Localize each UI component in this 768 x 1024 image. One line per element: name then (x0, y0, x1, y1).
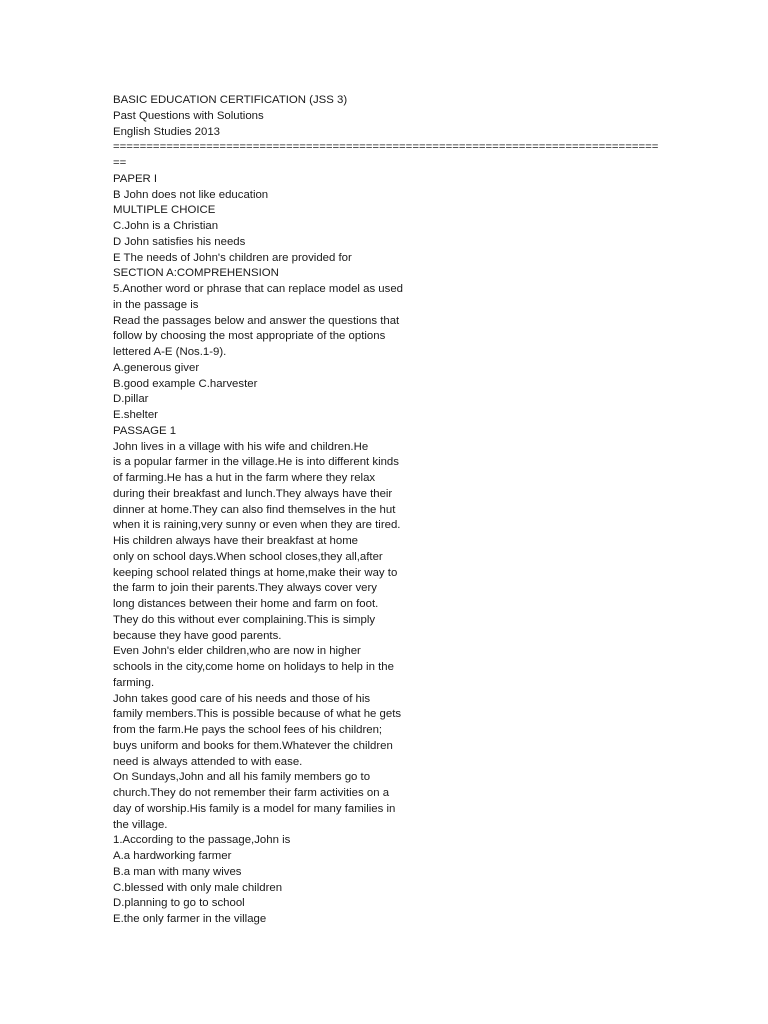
document-line: English Studies 2013 (113, 125, 221, 138)
document-line: when it is raining,very sunny or even when they are tired. (113, 519, 401, 532)
document-line: BASIC EDUCATION CERTIFICATION (JSS 3) (113, 94, 348, 106)
document-line: follow by choosing the most appropriate of the options (113, 330, 386, 343)
document-line: Even John's elder children,who are now in higher (113, 645, 361, 658)
document-line: 5.Another word or phrase that can replace model as used (113, 283, 403, 295)
document-line: in the passage is (113, 298, 199, 311)
document-line: Read the passages below and answer the questions that (113, 314, 400, 327)
document-line: John takes good care of his needs and those of his (113, 692, 371, 705)
document-line: A.a hardworking farmer (113, 850, 232, 862)
document-line: need is always attended to with ease. (113, 755, 303, 768)
document-line: D.pillar (113, 393, 149, 406)
document-line: buys uniform and books for them.Whatever the children (113, 739, 393, 752)
document-line: of farming.He has a hut in the farm where they relax (113, 472, 376, 484)
document-line: C.John is a Christian (113, 220, 219, 232)
document-line: == (113, 157, 127, 169)
document-line: E.the only farmer in the village (113, 913, 267, 925)
document-line: farming. (113, 676, 155, 689)
document-line: PASSAGE 1 (113, 424, 177, 437)
document-line: is a popular farmer in the village.He is into different kinds (113, 456, 399, 469)
document-line: PAPER I (113, 172, 158, 185)
document-line: during their breakfast and lunch.They always have their (113, 487, 393, 500)
document-line: E.shelter (113, 409, 158, 421)
document-line: family members.This is possible because of what he gets (113, 708, 402, 721)
document-line: B.a man with many wives (113, 865, 242, 878)
document-line: day of worship.His family is a model for many families in (113, 802, 396, 815)
document-line: dinner at home.They can also find themselves in the hut (113, 503, 396, 516)
document-line: keeping school related things at home,make their way to (113, 566, 398, 579)
document-line: MULTIPLE CHOICE (113, 204, 216, 217)
document-line: They do this without ever complaining.This is simply (113, 613, 376, 626)
document-line: lettered A-E (Nos.1-9). (113, 346, 227, 358)
document-line: Past Questions with Solutions (113, 109, 264, 122)
document-text (113, 93, 673, 928)
document-line: B John does not like education (113, 188, 269, 201)
document-line: 1.According to the passage,John is (113, 834, 291, 847)
document-line: the farm to join their parents.They always cover very (113, 582, 377, 595)
document-line: B.good example C.harvester (113, 377, 258, 390)
document-line: John lives in a village with his wife and children.He (113, 440, 369, 453)
document-line: SECTION A:COMPREHENSION (113, 267, 279, 280)
document-line: D John satisfies his needs (113, 235, 246, 248)
document-line: A.generous giver (113, 361, 200, 374)
document-line: church.They do not remember their farm activities on a (113, 787, 390, 799)
document-line: because they have good parents. (113, 629, 282, 642)
document-line: from the farm.He pays the school fees of his children; (113, 724, 383, 736)
document-line: the village. (113, 818, 168, 831)
document-line: long distances between their home and farm on foot. (113, 598, 379, 610)
document-line: On Sundays,John and all his family members go to (113, 771, 371, 784)
document-line: C.blessed with only male children (113, 881, 283, 894)
document-line: schools in the city,come home on holidays to help in the (113, 661, 394, 673)
document-line: ================================================================================== (113, 141, 659, 154)
document-line: only on school days.When school closes,they all,after (113, 550, 383, 563)
document-line: His children always have their breakfast at home (113, 535, 359, 547)
document-line: D.planning to go to school (113, 897, 245, 910)
document-line: E The needs of John's children are provided for (113, 251, 352, 264)
